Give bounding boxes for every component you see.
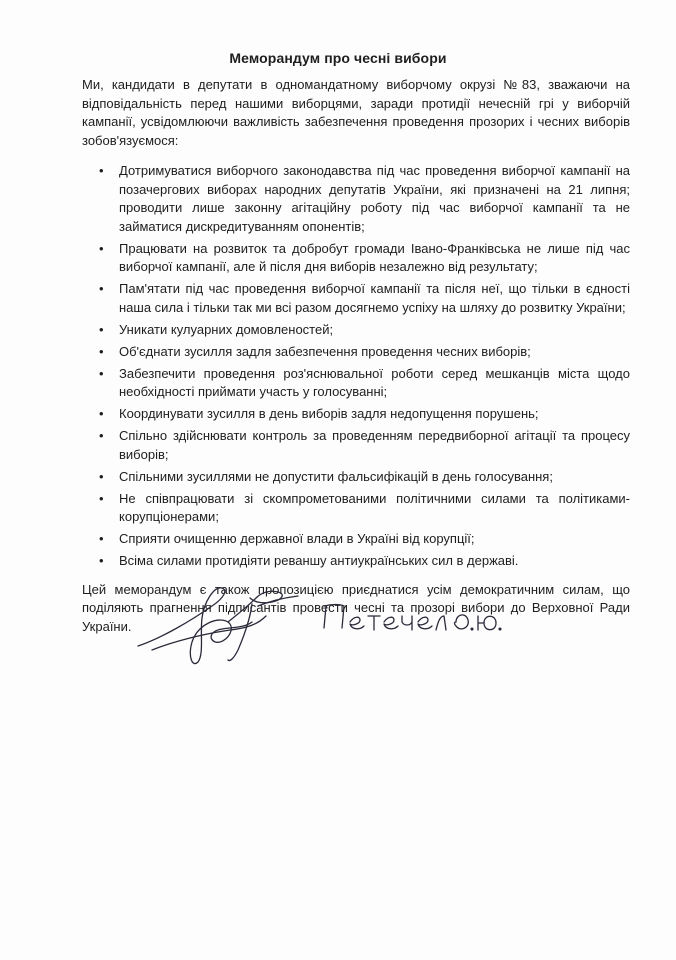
document-title: Меморандум про чесні вибори xyxy=(229,50,447,66)
list-item-text: Об'єднати зусилля задля забезпечення проведення чесних виборів; xyxy=(119,343,531,359)
commitments-list xyxy=(82,162,630,571)
list-item xyxy=(82,468,630,487)
list-item-text: Не співпрацювати зі скомпрометованими політичними силами та політиками-корупціонерами; xyxy=(119,490,630,524)
list-item xyxy=(82,280,630,317)
closing-paragraph: Цей меморандум є також пропозицією приєднатися усім демократичним силам, що поділяють прагнення підписантів провести чесні та прозорі вибори до Верховної Ради України. xyxy=(82,581,630,634)
list-item-text: Працювати на розвиток та добробут громади Івано-Франківська не лише під час виборчої кампанії, але й після дня виборів незалежно від результату; xyxy=(119,240,630,274)
bullet-icon: • xyxy=(99,531,104,546)
bullet-icon: • xyxy=(99,240,104,256)
list-item-text: Спільно здійснювати контроль за проведенням передвиборної агітації та процесу виборів; xyxy=(119,428,630,462)
list-item xyxy=(82,530,630,549)
list-item xyxy=(82,321,630,340)
bullet-icon: • xyxy=(99,490,104,506)
list-item-text: Забезпечити проведення роз'яснювальної роботи серед мешканців міста щодо необхідності приймати участь у голосуванні; xyxy=(119,365,630,399)
list-item-text: Дотримуватися виборчого законодавства під час проведення виборчої кампанії на позачергових виборах народних депутатів України, які призначені на 21 липня; проводити лише законну агітаційну роботу під час виборчої кампанії та не займатися дискредитуванням опонентів; xyxy=(119,163,630,234)
bullet-icon: • xyxy=(99,365,104,381)
bullet-icon: • xyxy=(99,468,104,484)
bullet-icon: • xyxy=(99,553,104,568)
list-item xyxy=(82,240,630,277)
bullet-icon: • xyxy=(99,281,104,296)
list-item xyxy=(82,427,630,464)
list-item xyxy=(82,405,630,424)
list-item xyxy=(82,162,630,236)
document-body xyxy=(82,76,630,636)
signature xyxy=(132,576,512,676)
bullet-icon: • xyxy=(99,163,104,178)
list-item-text: Пам'ятати під час проведення виборчої кампанії та після неї, що тільки в єдності наша сила і тільки так ми всі разом досягнемо успіху на шляху до розвитку України; xyxy=(119,281,630,315)
list-item-text: Всіма силами протидіяти реваншу антиукраїнських сил в державі. xyxy=(119,553,519,568)
bullet-icon: • xyxy=(99,321,104,337)
list-item-text: Спільними зусиллями не допустити фальсифікацій в день голосування; xyxy=(119,468,553,484)
list-item-text: Координувати зусилля в день виборів задля недопущення порушень; xyxy=(119,406,539,421)
list-item xyxy=(82,365,630,402)
list-item xyxy=(82,343,630,362)
bullet-icon: • xyxy=(99,406,104,421)
list-item xyxy=(82,490,630,527)
list-item-text: Уникати кулуарних домовленостей; xyxy=(119,321,334,337)
list-item-text: Сприяти очищенню державної влади в Україні від корупції; xyxy=(119,531,475,546)
bullet-icon: • xyxy=(99,343,104,359)
bullet-icon: • xyxy=(99,428,104,443)
list-item xyxy=(82,552,630,571)
intro-paragraph: Ми, кандидати в депутати в одномандатному виборчому окрузі №83, зважаючи на відповідальність перед нашими виборцями, заради протидії нечесній грі у виборчій кампанії, усвідомлюючи важливість забезпечення проведення прозорих і чесних виборів зобов'язуємося: xyxy=(82,77,630,148)
